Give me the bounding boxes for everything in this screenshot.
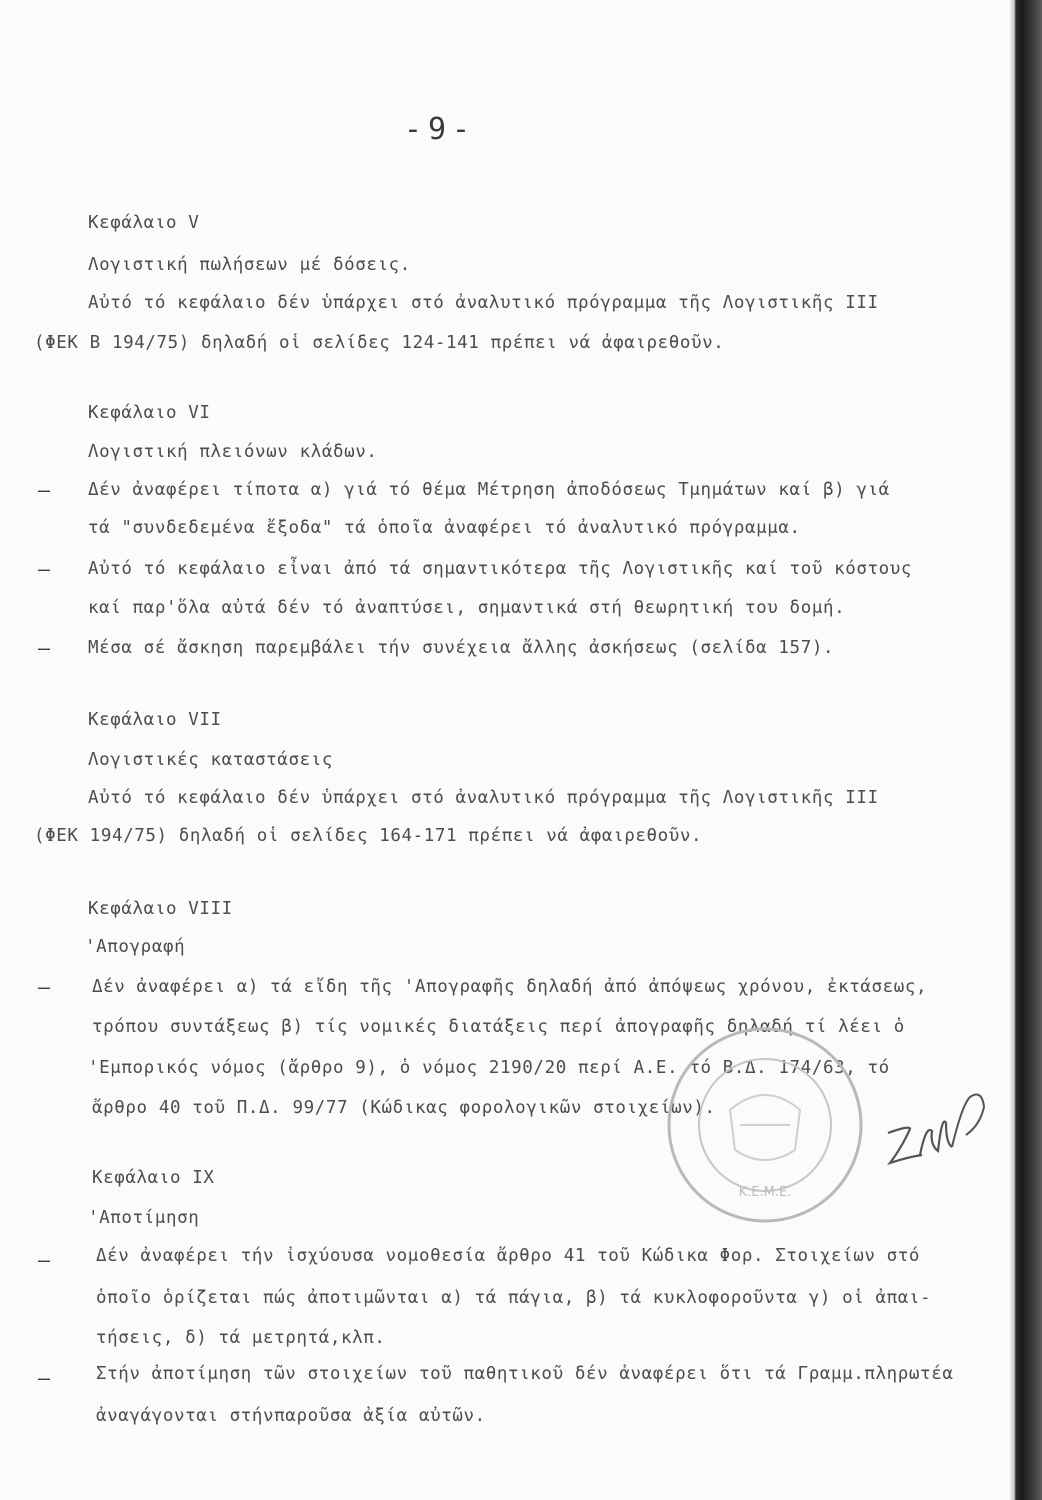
chapter-viii-bullet-1-line-2: τρόπου συντάξεως β) τίς νομικές διατάξεις περί ἀπογραφῆς δηλαδή τί λέει ὁ <box>92 1017 905 1037</box>
chapter-ix-bullet-1-line-1: Δέν ἀναφέρει τήν ἰσχύουσα νομοθεσία ἄρθρο 41 τοῦ Κώδικα Φορ. Στοιχείων στό <box>96 1246 921 1266</box>
bullet-dash: – <box>38 1248 51 1272</box>
chapter-vi-bullet-3-line-1: Μέσα σέ ἄσκηση παρεμβάλει τήν συνέχεια ἄλλης ἀσκήσεως (σελίδα 157). <box>88 638 835 658</box>
page-binding-edge <box>1010 0 1042 1500</box>
svg-text:Κ.Ε.Μ.Ε.: Κ.Ε.Μ.Ε. <box>738 1185 792 1200</box>
bullet-dash: – <box>38 478 51 502</box>
chapter-vi-heading: Κεφάλαιο VI <box>88 403 211 423</box>
chapter-v-text-line-1: Αὐτό τό κεφάλαιο δέν ὑπάρχει στό ἀναλυτικό πρόγραμμα τῆς Λογιστικῆς ΙΙΙ <box>88 293 879 313</box>
chapter-vii-text-line-1: Αὐτό τό κεφάλαιο δέν ὑπάρχει στό ἀναλυτικό πρόγραμμα τῆς Λογιστικῆς ΙΙΙ <box>88 788 879 808</box>
chapter-vii-text-line-2: (ΦΕΚ 194/75) δηλαδή οἱ σελίδες 164-171 πρέπει νά ἀφαιρεθοῦν. <box>34 826 703 846</box>
chapter-ix-heading: Κεφάλαιο IX <box>92 1168 215 1188</box>
chapter-viii-bullet-1-line-4: ἄρθρο 40 τοῦ Π.Δ. 99/77 (Κώδικας φορολογικῶν στοιχείων). <box>92 1098 716 1118</box>
chapter-vi-bullet-1-line-1: Δέν ἀναφέρει τίποτα α) γιά τό θέμα Μέτρηση ἀποδόσεως Τμημάτων καί β) γιά <box>88 480 890 500</box>
chapter-viii-bullet-1-line-1: Δέν ἀναφέρει α) τά εἴδη τῆς 'Απογραφῆς δηλαδή ἀπό ἀπόψεως χρόνου, ἐκτάσεως, <box>92 977 928 997</box>
bullet-dash: – <box>38 636 51 660</box>
chapter-v-title: Λογιστική πωλήσεων μέ δόσεις. <box>88 255 411 275</box>
chapter-ix-bullet-1-line-2: ὁποῖο ὁρίζεται πώς ἀποτιμῶνται α) τά πάγια, β) τά κυκλοφοροῦντα γ) οἱ ἀπαι- <box>96 1288 932 1308</box>
chapter-viii-title: 'Απογραφή <box>85 937 186 957</box>
bullet-dash: – <box>38 1366 51 1390</box>
chapter-ix-title: 'Αποτίμηση <box>88 1208 200 1228</box>
handwritten-signature-icon <box>880 1085 990 1175</box>
chapter-ix-bullet-2-line-1: Στήν ἀποτίμηση τῶν στοιχείων τοῦ παθητικοῦ δέν ἀναφέρει ὅτι τά Γραμμ.πληρωτέα <box>96 1364 954 1384</box>
chapter-ix-bullet-2-line-2: ἀναγάγονται στήνπαροῦσα ἀξία αὐτῶν. <box>96 1406 486 1426</box>
chapter-v-heading: Κεφάλαιο V <box>88 213 200 233</box>
bullet-dash: – <box>38 975 51 999</box>
bullet-dash: – <box>38 557 51 581</box>
chapter-viii-heading: Κεφάλαιο VIII <box>88 899 233 919</box>
chapter-ix-bullet-1-line-3: τήσεις, δ) τά μετρητά,κλπ. <box>96 1328 386 1348</box>
official-stamp-icon <box>660 1020 870 1230</box>
chapter-vii-title: Λογιστικές καταστάσεις <box>88 750 333 770</box>
chapter-vii-heading: Κεφάλαιο VII <box>88 710 222 730</box>
chapter-v-text-line-2: (ΦΕΚ Β 194/75) δηλαδή οἱ σελίδες 124-141 πρέπει νά ἀφαιρεθοῦν. <box>34 333 725 353</box>
chapter-viii-bullet-1-line-3: 'Εμπορικός νόμος (ἄρθρο 9), ὁ νόμος 2190/20 περί Α.Ε. τό Β.Δ. 174/63, τό <box>88 1058 890 1078</box>
page-number: -9- <box>403 112 477 147</box>
chapter-vi-title: Λογιστική πλειόνων κλάδων. <box>88 442 378 462</box>
chapter-vi-bullet-1-line-2: τά "συνδεδεμένα ἔξοδα" τά ὁποῖα ἀναφέρει τό ἀναλυτικό πρόγραμμα. <box>88 518 801 538</box>
chapter-vi-bullet-2-line-2: καί παρ'ὅλα αὐτά δέν τό ἀναπτύσει, σημαντικά στή θεωρητική του δομή. <box>88 598 846 618</box>
chapter-vi-bullet-2-line-1: Αὐτό τό κεφάλαιο εἶναι ἀπό τά σημαντικότερα τῆς Λογιστικῆς καί τοῦ κόστους <box>88 559 913 579</box>
